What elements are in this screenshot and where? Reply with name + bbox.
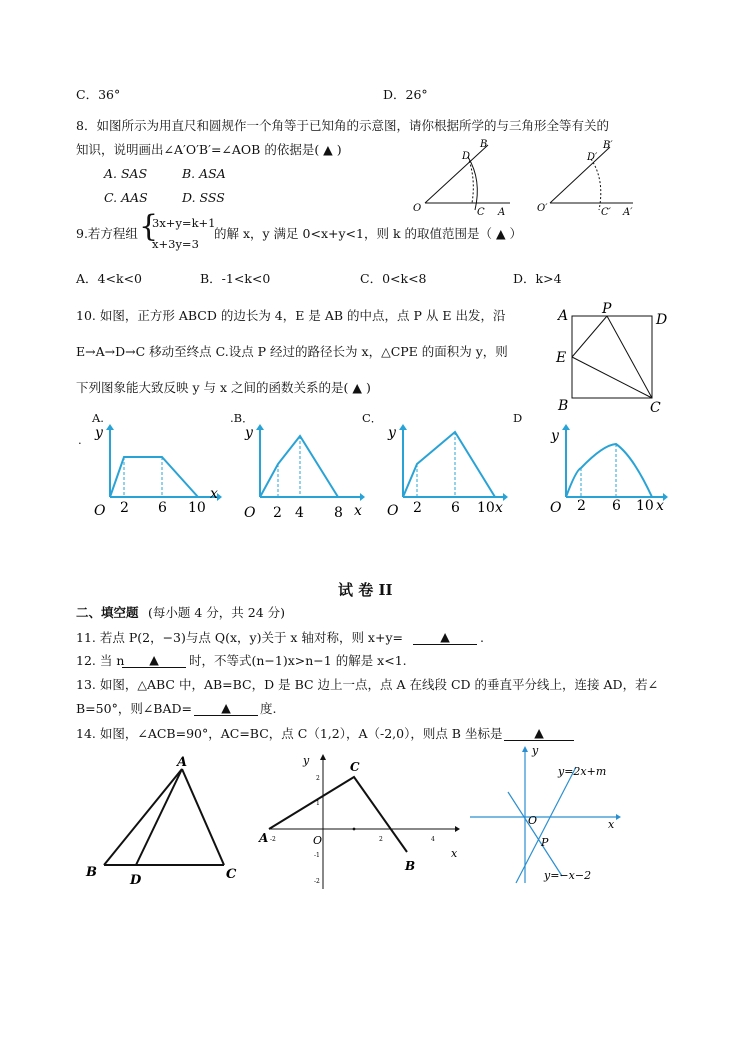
q14-coordinate-figure	[255, 752, 460, 892]
q10-graph-b-y-label: y	[245, 425, 253, 441]
q10-option-a: A.	[92, 411, 104, 425]
q10-graph-d	[548, 420, 673, 520]
q10-graph-a-tick-6: 6	[158, 500, 167, 516]
q8-stem-line2: 知识，说明画出∠A′O′B′=∠AOB 的依据是( ▲ )	[76, 142, 342, 157]
q8-figure-angle-aob	[410, 135, 520, 220]
part2-section-heading: 二、填空题	[76, 605, 139, 620]
q10-label-p: P	[602, 301, 612, 317]
q9-equation-2: x+3y=3	[152, 237, 199, 251]
q14-label-a: A	[259, 831, 269, 845]
q10-graph-c-tick-10: 10	[477, 500, 495, 516]
q10-option-d: D	[513, 411, 523, 425]
part2-title: 试 卷 II	[338, 581, 393, 599]
q10-graph-d-tick-10: 10	[636, 498, 654, 514]
q10-stem-line1: 10. 如图，正方形 ABCD 的边长为 4，E 是 AB 的中点，点 P 从 E 出发，沿	[76, 308, 506, 323]
q10-option-b: .B．	[230, 411, 254, 425]
q8-figure-angle-aprime	[535, 135, 645, 220]
q8-fig2-label-o: O′	[537, 203, 548, 214]
q13-line2-post: 度.	[260, 701, 277, 716]
q10-square-figure	[552, 300, 672, 415]
q10-graph-c-tick-2: 2	[413, 500, 422, 516]
q14-text: 14. 如图，∠ACB=90°，AC=BC，点 C（1,2），A（-2,0），则点 B 坐标是	[76, 726, 503, 741]
q10-graph-d-origin: O	[550, 500, 562, 516]
q10-label-e: E	[556, 350, 567, 366]
q14-tick-yneg2: -2	[314, 878, 320, 885]
q14-tick-neg2: -2	[270, 836, 276, 843]
lines-label-p: P	[541, 836, 549, 849]
q8-fig1-label-c: C	[477, 207, 485, 218]
q11-answer-blank: ▲	[413, 630, 477, 645]
q13-label-c: C	[226, 867, 237, 882]
q10-graph-a-tick-10: 10	[188, 500, 206, 516]
q9-equation-1: 3x+y=k+1	[152, 216, 216, 230]
q10-label-c: C	[650, 400, 661, 416]
q10-graph-c-tick-6: 6	[451, 500, 460, 516]
q10-graph-c	[385, 420, 510, 520]
q9-option-d: D．k>4	[513, 271, 562, 286]
q10-stem-line2: E→A→D→C 移动至终点 C.设点 P 经过的路径长为 x，△CPE 的面积为 y，则	[76, 344, 508, 359]
q8-fig2-label-c: C′	[601, 207, 611, 218]
q10-graph-a-tick-2: 2	[120, 500, 129, 516]
q14-tick-y1: 1	[316, 800, 320, 807]
q13-label-a: A	[177, 755, 188, 770]
q12-post: 时，不等式(n−1)x>n−1 的解是 x<1.	[189, 653, 407, 668]
q10-label-a: A	[558, 308, 569, 324]
q14-answer-blank: ▲	[504, 726, 574, 741]
q10-graph-d-tick-2: 2	[577, 498, 586, 514]
q11-text: 11. 若点 P(2，−3)与点 Q(x，y)关于 x 轴对称，则 x+y=	[76, 630, 403, 645]
q10-graph-c-origin: O	[387, 503, 399, 519]
q9-option-a: A．4<k<0	[76, 271, 142, 286]
q9-prefix: 9.若方程组	[76, 226, 138, 241]
q13-triangle-figure	[84, 752, 244, 887]
q8-fig1-label-o: O	[413, 203, 422, 214]
q14-tick-x2: 2	[379, 836, 383, 843]
q8-option-a: A. SAS	[104, 166, 148, 181]
q14-label-b: B	[405, 859, 416, 873]
q10-graph-b-origin: O	[244, 505, 256, 521]
q8-option-c: C. AAS	[104, 190, 148, 205]
q13-line2-pre: B=50°，则∠BAD=	[76, 701, 192, 716]
q8-option-d: D. SSS	[182, 190, 225, 205]
q7-option-d: D．26°	[383, 87, 428, 102]
q10-option-c: C．	[362, 411, 383, 425]
q13-answer-blank: ▲	[194, 701, 258, 716]
q10-option-a-dot: .	[78, 433, 82, 447]
q13-label-d: D	[130, 873, 142, 888]
lines-x-axis-label: x	[608, 818, 615, 831]
q13-line1: 13. 如图，△ABC 中，AB=BC，D 是 BC 边上一点，点 A 在线段 CD 的垂直平分线上，连接 AD，若∠	[76, 677, 659, 692]
q9-suffix: 的解 x，y 满足 0<x+y<1，则 k 的取值范围是（ ▲ ）	[214, 226, 523, 241]
q8-fig2-label-b: B′	[603, 140, 613, 151]
q14-x-axis-label: x	[451, 847, 458, 860]
q10-label-d: D	[656, 312, 668, 328]
q10-graph-b-tick-2: 2	[273, 505, 282, 521]
q10-graph-a-x-label: x	[210, 486, 218, 502]
q14-label-c: C	[350, 760, 360, 774]
q14-tick-y2: 2	[316, 775, 320, 782]
q10-label-b: B	[558, 398, 569, 414]
q14-tick-x4: 4	[431, 836, 435, 843]
q14-y-axis-label: y	[303, 754, 310, 767]
q14-origin-label: O	[313, 834, 323, 847]
q10-graph-a-origin: O	[94, 503, 106, 519]
line-label-neg-x-minus-2: y=−x−2	[544, 869, 592, 882]
line-label-2x-plus-m: y=2x+m	[558, 765, 607, 778]
q10-graph-b-x-label: x	[354, 503, 362, 519]
q9-brace: {	[139, 209, 159, 244]
q8-fig1-label-d: D	[462, 151, 471, 162]
q14-tick-yneg1: -1	[314, 852, 320, 859]
q10-graph-d-tick-6: 6	[612, 498, 621, 514]
q8-stem-line1: 8．如图所示为用直尺和圆规作一个角等于已知角的示意图，请你根据所学的与三角形全等有关的	[76, 118, 609, 133]
part2-section-note: (每小题 4 分，共 24 分)	[148, 605, 286, 620]
q11-end: .	[480, 630, 484, 645]
q10-graph-a-y-label: y	[95, 425, 103, 441]
q10-graph-c-y-label: y	[388, 425, 396, 441]
q12-pre: 12. 当 n	[76, 653, 125, 668]
q9-option-b: B．-1<k<0	[200, 271, 271, 286]
q13-label-b: B	[86, 865, 97, 880]
q9-option-c: C．0<k<8	[360, 271, 427, 286]
lines-intersection-figure	[466, 742, 636, 887]
lines-y-axis-label: y	[532, 744, 539, 757]
q12-answer-blank: ▲	[122, 653, 186, 668]
q8-fig1-label-b: B	[480, 139, 488, 150]
q8-fig1-label-a: A	[498, 207, 506, 218]
q10-graph-a	[92, 420, 222, 520]
q10-graph-b-tick-4: 4	[295, 505, 304, 521]
q8-fig2-label-d: D′	[587, 152, 598, 163]
lines-origin-label: O	[528, 814, 538, 827]
q10-graph-b	[242, 420, 367, 520]
q10-stem-line3: 下列图象能大致反映 y 与 x 之间的函数关系的是( ▲ )	[76, 380, 371, 395]
q8-option-b: B. ASA	[182, 166, 226, 181]
q10-graph-c-x-label: x	[495, 500, 503, 516]
q10-graph-d-y-label: y	[551, 428, 559, 444]
q7-option-c: C．36°	[76, 87, 121, 102]
q10-graph-d-x-label: x	[656, 498, 664, 514]
q8-fig2-label-a: A′	[623, 207, 633, 218]
q10-graph-b-tick-8: 8	[334, 505, 343, 521]
